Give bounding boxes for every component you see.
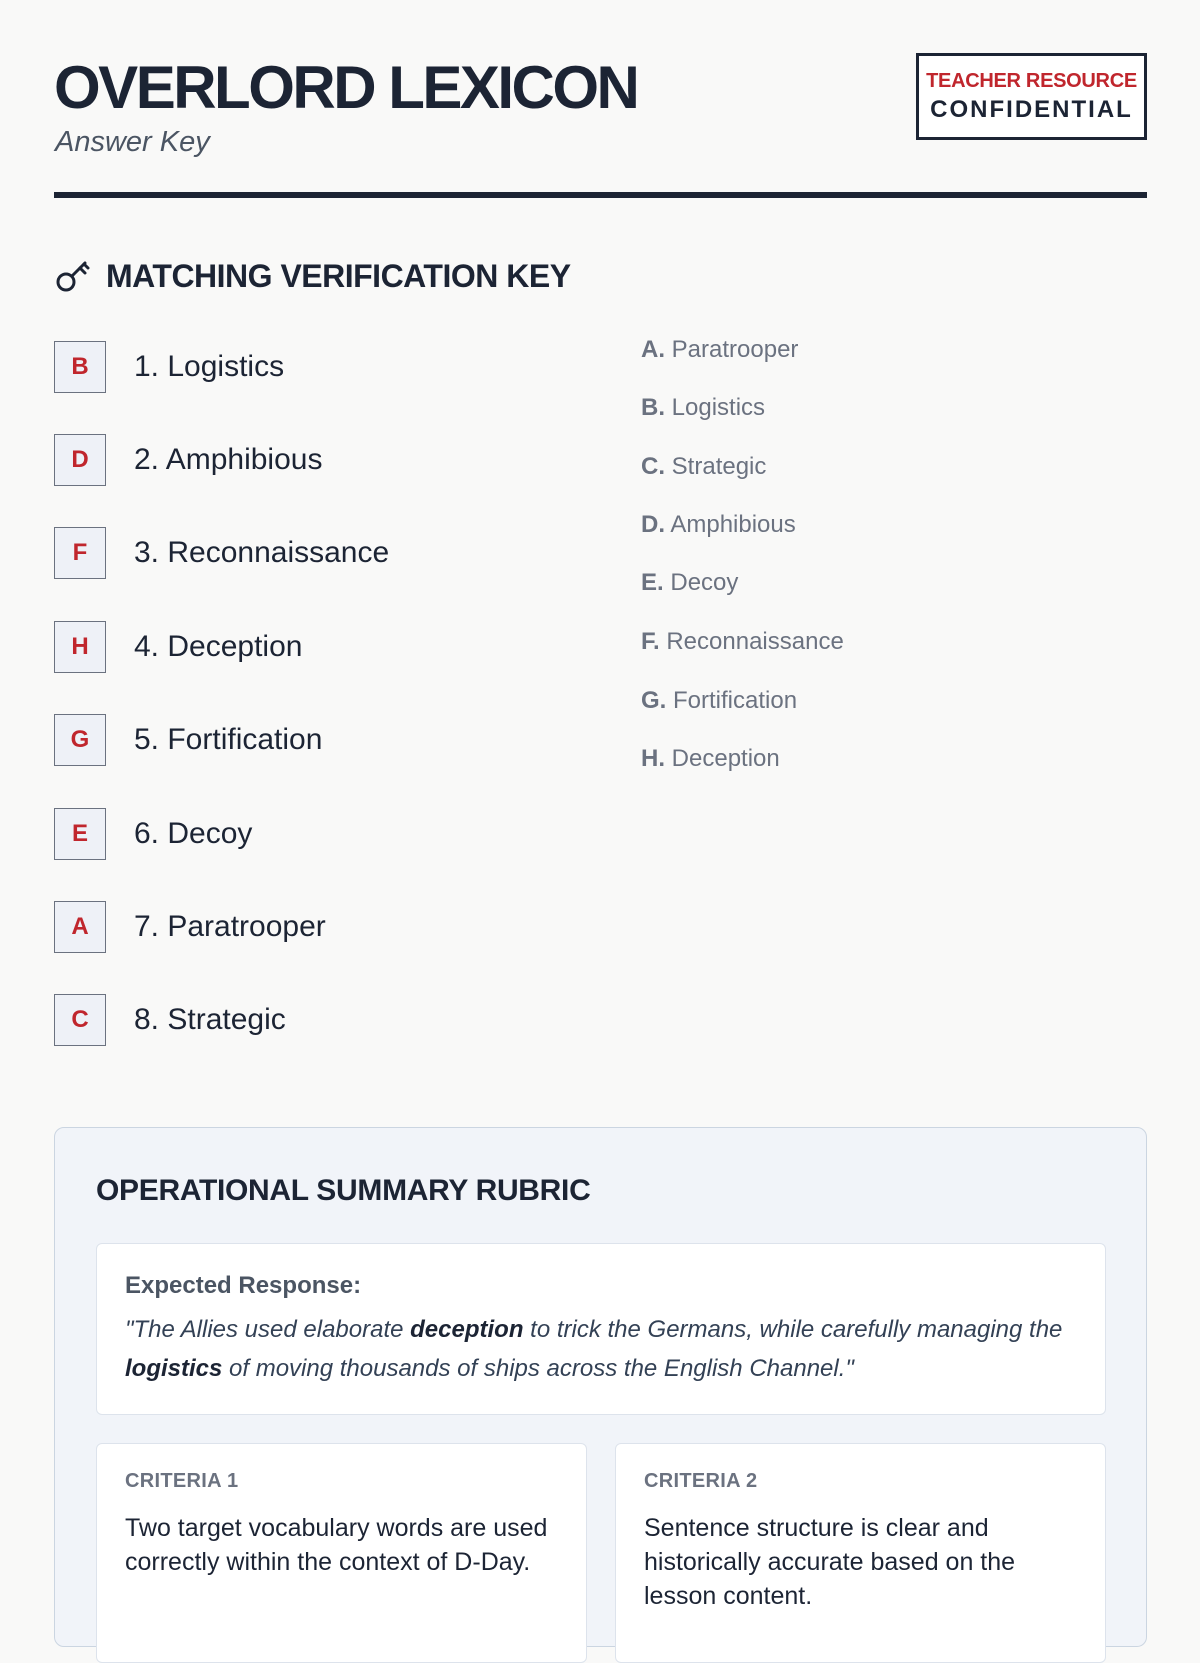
answer-term: 2. Amphibious bbox=[134, 443, 323, 476]
page-title: OVERLORD LEXICON bbox=[54, 54, 638, 121]
stamp-confidential: CONFIDENTIAL bbox=[930, 96, 1133, 123]
option-text: Decoy bbox=[670, 569, 739, 596]
rubric-title: OPERATIONAL SUMMARY RUBRIC bbox=[96, 1174, 591, 1207]
option-text: Paratrooper bbox=[671, 336, 799, 363]
option-letter: E. bbox=[641, 569, 664, 596]
option-letter: C. bbox=[641, 453, 665, 480]
option-text: Fortification bbox=[673, 687, 798, 714]
option-text: Amphibious bbox=[670, 511, 796, 538]
criteria-label: CRITERIA 1 bbox=[125, 1470, 239, 1492]
answer-row bbox=[54, 900, 326, 954]
answer-letter-box: B bbox=[54, 341, 106, 393]
option-item bbox=[641, 394, 765, 422]
option-item bbox=[641, 453, 766, 481]
option-letter: G. bbox=[641, 687, 667, 714]
answer-letter-box: C bbox=[54, 994, 106, 1046]
option-letter: F. bbox=[641, 628, 660, 655]
option-item bbox=[641, 745, 780, 773]
option-letter: B. bbox=[641, 394, 665, 421]
option-letter: D. bbox=[641, 511, 665, 538]
answer-row bbox=[54, 340, 284, 394]
header-divider bbox=[54, 192, 1147, 198]
expected-response-label: Expected Response: bbox=[125, 1272, 362, 1299]
criteria-card bbox=[615, 1443, 1106, 1663]
key-icon bbox=[54, 257, 92, 295]
option-item bbox=[641, 336, 798, 364]
option-letter: A. bbox=[641, 336, 665, 363]
page-subtitle: Answer Key bbox=[55, 126, 210, 158]
option-text: Deception bbox=[671, 745, 780, 772]
answer-key-page bbox=[54, 0, 1147, 1610]
expected-response-quote: "The Allies used elaborate deception to trick the Germans, while carefully managing the logistics of moving thousands of ships across the English Channel." bbox=[125, 1316, 1063, 1382]
criteria-label: CRITERIA 2 bbox=[644, 1470, 758, 1492]
answer-letter-box: G bbox=[54, 714, 106, 766]
answer-term: 6. Decoy bbox=[134, 817, 253, 850]
option-text: Logistics bbox=[671, 394, 766, 421]
answer-row bbox=[54, 433, 322, 487]
answer-term: 8. Strategic bbox=[134, 1003, 286, 1036]
answer-letter-box: E bbox=[54, 808, 106, 860]
stamp-teacher-resource: TEACHER RESOURCE bbox=[926, 70, 1137, 92]
matching-section-heading bbox=[54, 256, 571, 296]
criteria-text: Two target vocabulary words are used correctly within the context of D-Day. bbox=[125, 1514, 548, 1576]
criteria-card bbox=[96, 1443, 587, 1663]
answer-term: 5. Fortification bbox=[134, 723, 323, 756]
option-letter: H. bbox=[641, 745, 665, 772]
answer-letter-box: D bbox=[54, 434, 106, 486]
answer-letter-box: A bbox=[54, 901, 106, 953]
criteria-text: Sentence structure is clear and historically accurate based on the lesson content. bbox=[644, 1514, 1016, 1610]
answer-letter-box: F bbox=[54, 527, 106, 579]
option-text: Reconnaissance bbox=[666, 628, 844, 655]
answer-row bbox=[54, 713, 322, 767]
answer-term: 3. Reconnaissance bbox=[134, 536, 390, 569]
answer-row bbox=[54, 807, 252, 861]
option-text: Strategic bbox=[671, 453, 767, 480]
answer-row bbox=[54, 620, 302, 674]
expected-response-card bbox=[96, 1243, 1106, 1415]
answer-term: 7. Paratrooper bbox=[134, 910, 326, 943]
confidential-stamp bbox=[916, 53, 1147, 140]
page-header bbox=[54, 0, 1147, 200]
option-item bbox=[641, 687, 797, 715]
answer-row bbox=[54, 993, 286, 1047]
answer-term: 1. Logistics bbox=[134, 350, 285, 383]
rubric-panel bbox=[54, 1127, 1147, 1647]
option-item bbox=[641, 511, 796, 539]
quote-keyword-deception: deception bbox=[410, 1316, 524, 1343]
option-item bbox=[641, 569, 738, 597]
answer-term: 4. Deception bbox=[134, 630, 303, 663]
matching-section-title: MATCHING VERIFICATION KEY bbox=[106, 257, 571, 294]
quote-keyword-logistics: logistics bbox=[125, 1355, 223, 1382]
answer-row bbox=[54, 526, 389, 580]
option-item bbox=[641, 628, 844, 656]
answer-letter-box: H bbox=[54, 621, 106, 673]
